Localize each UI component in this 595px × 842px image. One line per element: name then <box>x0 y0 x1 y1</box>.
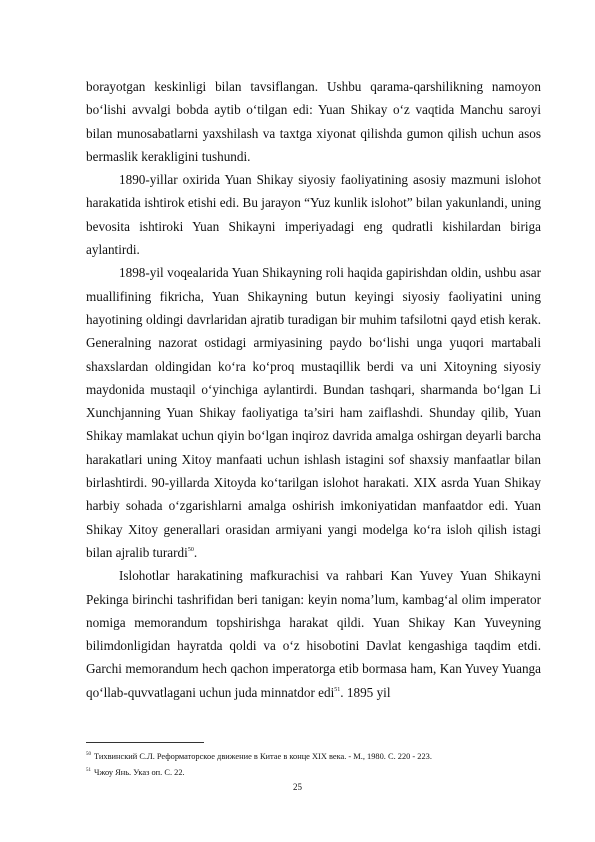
paragraph-3-text: 1898-yil voqealarida Yuan Shikayning roli haqida gapirishdan oldin, ushbu asar muallifining fikricha, Yuan Shikayning butun keyingi siyosiy faoliyatini uning hayotining oldingi davrlaridan ajratib turadigan bir muhim tafsilotni qayd etish kerak. Generalning nazorat ostidagi armiyasining paydo boʻlishi unga yuqori martabali shaxslardan oldingidan koʻra koʻproq mustaqillik berdi va uni Xitoyning siyosiy maydonida mustaqil oʻyinchiga aylantirdi. Bundan tashqari, sharmanda boʻlgan Li Xunchjanning Yuan Shikay faoliyatiga ta’siri ham zaiflashdi. Shunday qilib, Yuan Shikay mamlakat uchun qiyin boʻlgan inqiroz davrida amalga oshirgan deyarli barcha harakatlari uning Xitoy manfaati uchun ishlash istagini sof shaxsiy manfaatlar bilan birlashtirdi. 90-yillarda Xitoyda koʻtarilgan islohot harakati. XIX asrda Yuan Shikay harbiy sohada oʻzgarishlarni amalga oshirish imkoniyatidan manfaatdor edi. Yuan Shikay Xitoy generallari orasidan armiyani yangi modelga koʻra isloh qilish istagi bilan ajralib turardi <box>86 265 541 560</box>
footnote-text: Тихвинский С.Л. Реформаторское движение в Китае в конце XIX века. - М., 1980. С. 220 - 223. <box>94 752 432 761</box>
paragraph-2 <box>86 168 541 261</box>
paragraph-1-text: borayotgan keskinligi bilan tavsiflangan. Ushbu qarama-qarshilikning namoyon boʻlishi avvalgi bobda aytib oʻtilgan edi: Yuan Shikay oʻz vaqtida Manchu saroyi bilan munosabatlarni yaxshilash va taxtga xiyonat qilishda gumon qilish uchun asos bermaslik kerakligini tushundi. <box>86 79 541 164</box>
paragraph-2-text: 1890-yillar oxirida Yuan Shikay siyosiy faoliyatining asosiy mazmuni islohot harakatida ishtirok etishi edi. Bu jarayon “Yuz kunlik islohot” bilan yakunlandi, uning bevosita ishtiroki Yuan Shikayni imperiyadagi eng qudratli kishilardan biriga aylantirdi. <box>86 172 541 258</box>
paragraph-1 <box>86 75 541 168</box>
footnote-text: Чжоу Янь. Указ оп. С. 22. <box>94 768 185 777</box>
paragraph-4 <box>86 564 541 704</box>
page-body <box>86 75 541 704</box>
paragraph-4-text: Islohotlar harakatining mafkurachisi va rahbari Kan Yuvey Yuan Shikayni Pekinga birinchi tashrifidan beri tanigan: keyin noma’lum, kambagʻal olim imperator nomiga memorandum topshirishga harakat qildi. Yuan Shikay Kan Yuveyning bilimdonligidan hayratda qoldi va oʻz hisobotini Davlat kengashiga taqdim etdi. Garchi memorandum hech qachon imperatorga etib bormasa ham, Kan Yuvey Yuanga qoʻllab-quvvatlagani uchun juda minnatdor edi <box>86 568 541 700</box>
footnote-ref-51[interactable]: 51 <box>334 686 341 693</box>
footnote-number: 50 <box>86 752 91 757</box>
footnote-separator <box>86 742 204 743</box>
footnote-51 <box>86 765 541 781</box>
footnote-ref-50[interactable]: 50 <box>187 546 194 553</box>
paragraph-4-tail: . 1895 yil <box>340 684 391 700</box>
page-number: 25 <box>293 782 302 792</box>
footnotes <box>86 749 541 781</box>
paragraph-3-tail: . <box>193 544 198 560</box>
footnote-number: 51 <box>86 768 91 773</box>
paragraph-3 <box>86 261 541 564</box>
footnote-50 <box>86 749 541 765</box>
